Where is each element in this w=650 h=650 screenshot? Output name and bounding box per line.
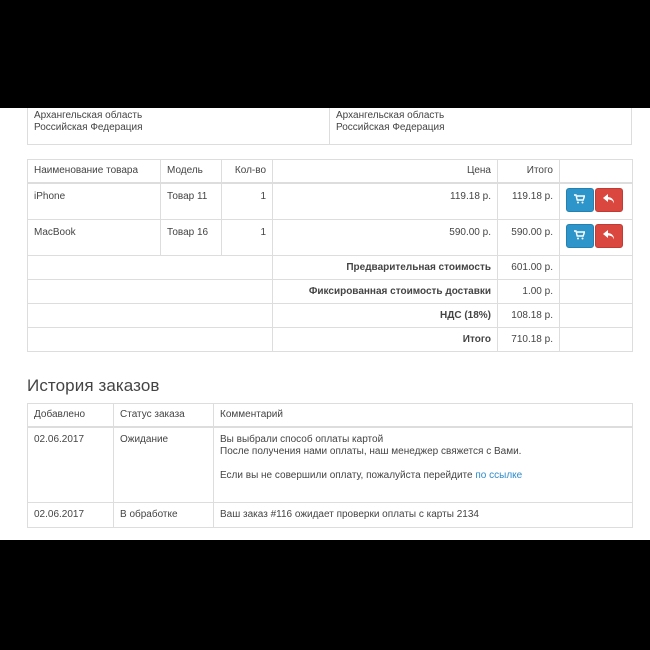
reorder-button[interactable] <box>566 224 594 248</box>
product-total: 590.00 р. <box>498 220 560 256</box>
header-model: Модель <box>161 160 222 184</box>
header-comment: Комментарий <box>214 404 633 428</box>
totals-row <box>28 280 633 304</box>
address-table <box>27 108 632 145</box>
order-info-content <box>27 108 632 520</box>
comment-line: Если вы не совершили оплату, пожалуйста перейдите <box>220 470 473 481</box>
product-model: Товар 11 <box>161 183 222 220</box>
history-date: 02.06.2017 <box>28 503 114 528</box>
table-row <box>28 183 633 220</box>
header-total: Итого <box>498 160 560 184</box>
product-name: MacBook <box>28 220 161 256</box>
reply-icon <box>603 194 615 204</box>
reorder-button[interactable] <box>566 188 594 212</box>
product-actions <box>560 183 633 220</box>
product-quantity: 1 <box>222 183 273 220</box>
product-quantity: 1 <box>222 220 273 256</box>
shipping-address-country: Российская Федерация <box>336 122 445 133</box>
table-row <box>28 220 633 256</box>
cart-icon <box>574 230 585 240</box>
totals-label: Итого <box>273 328 498 352</box>
history-comment: Ваш заказ #116 ожидает проверки оплаты с карты 2134 <box>214 503 633 528</box>
comment-line: После получения нами оплаты, наш менеджер свяжется с Вами. <box>220 446 522 457</box>
payment-address-region: Архангельская область <box>34 110 143 121</box>
product-actions <box>560 220 633 256</box>
totals-row <box>28 304 633 328</box>
order-history-title: История заказов <box>27 376 160 395</box>
table-row <box>28 427 633 503</box>
shipping-address <box>330 108 632 145</box>
product-model: Товар 16 <box>161 220 222 256</box>
totals-value: 1.00 р. <box>498 280 560 304</box>
header-price: Цена <box>273 160 498 184</box>
page <box>0 108 650 540</box>
product-price: 119.18 р. <box>273 183 498 220</box>
reply-icon <box>603 230 615 240</box>
cart-icon <box>574 194 585 204</box>
products-table <box>27 159 633 352</box>
table-row <box>28 503 633 528</box>
order-history-table <box>27 403 633 528</box>
header-quantity: Кол-во <box>222 160 273 184</box>
return-button[interactable] <box>595 224 623 248</box>
totals-row <box>28 328 633 352</box>
header-date-added: Добавлено <box>28 404 114 428</box>
history-status: Ожидание <box>114 427 214 503</box>
totals-value: 601.00 р. <box>498 256 560 280</box>
payment-address-country: Российская Федерация <box>34 122 143 133</box>
payment-link[interactable]: по ссылке <box>475 470 523 481</box>
product-price: 590.00 р. <box>273 220 498 256</box>
comment-line: Вы выбрали способ оплаты картой <box>220 434 384 445</box>
header-actions <box>560 160 633 184</box>
payment-address <box>28 108 330 145</box>
totals-value: 710.18 р. <box>498 328 560 352</box>
header-status: Статус заказа <box>114 404 214 428</box>
totals-value: 108.18 р. <box>498 304 560 328</box>
shipping-address-region: Архангельская область <box>336 110 445 121</box>
totals-label: Фиксированная стоимость доставки <box>273 280 498 304</box>
header-product-name: Наименование товара <box>28 160 161 184</box>
product-total: 119.18 р. <box>498 183 560 220</box>
totals-row <box>28 256 633 280</box>
return-button[interactable] <box>595 188 623 212</box>
totals-label: НДС (18%) <box>273 304 498 328</box>
history-comment <box>214 427 633 503</box>
history-date: 02.06.2017 <box>28 427 114 503</box>
totals-label: Предварительная стоимость <box>273 256 498 280</box>
history-status: В обработке <box>114 503 214 528</box>
product-name: iPhone <box>28 183 161 220</box>
